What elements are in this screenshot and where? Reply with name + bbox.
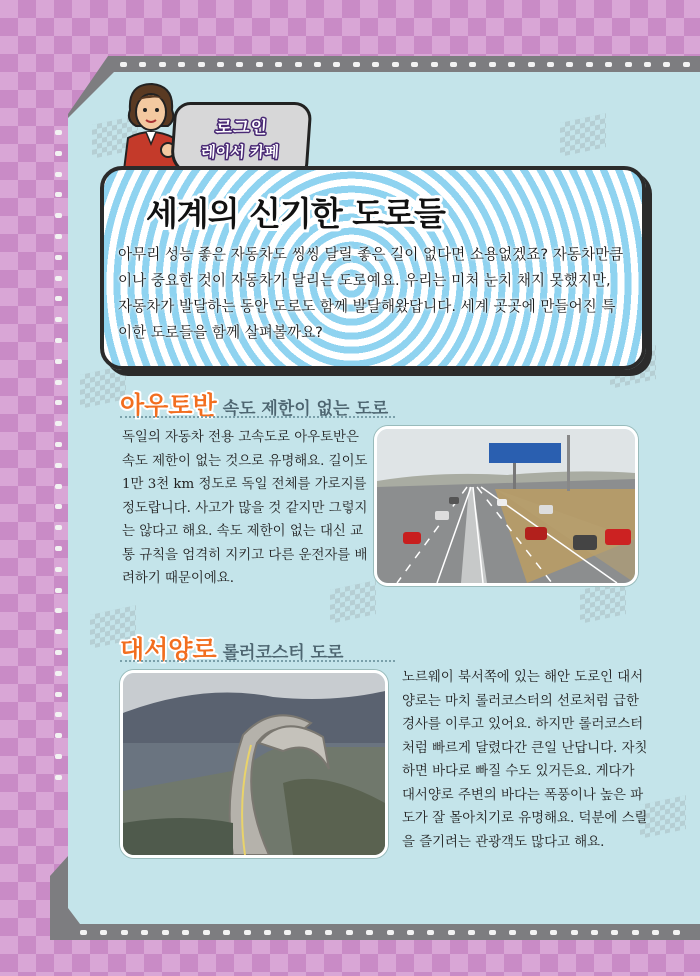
- autobahn-subtitle: 속도 제한이 없는 도로: [222, 399, 389, 419]
- atlantic-title: 대서양로: [120, 635, 217, 664]
- frame-studs-bottom: [80, 930, 680, 935]
- atlantic-divider: [120, 660, 395, 662]
- atlantic-photo: [120, 670, 388, 858]
- page-title: 세계의 신기한 도로들: [146, 194, 445, 233]
- intro-box: [100, 166, 646, 370]
- atlantic-text: 노르웨이 북서쪽에 있는 해안 도로인 대서양로는 마치 롤러코스터의 선로처럼 급한 경사를 이루고 있어요. 하지만 롤러코스터처럼 빠르게 달렸다간 큰일 난답니다. 자칫하면 바다로 빠질 수도 있거든요. 게다가 대서양로 주변의 바다는 폭풍이나 높은 파도가 잘 몰아치기로 유명해요. 덕분에 스릴을 즐기려는 관광객도 많다고 해요.: [402, 670, 648, 850]
- frame-studs-top: [120, 62, 690, 67]
- autobahn-divider: [120, 416, 395, 418]
- frame-studs-left: [55, 130, 62, 780]
- autobahn-title: 아우토반: [120, 391, 217, 420]
- badge-subtitle: 레이서 카페: [200, 143, 280, 161]
- login-cafe-badge: [169, 102, 312, 176]
- autobahn-photo: [374, 426, 638, 586]
- autobahn-text: 독일의 자동차 전용 고속도로 아우토반은 속도 제한이 없는 것으로 유명해요. 길이도 1만 3천 km 정도로 독일 전체를 가로지를 정도랍니다. 사고가 많을 것 같지만 그렇지는 않다고 해요. 속도 제한이 없는 대신 교통 규칙을 엄격히 지키고 다른 운전자를 배려하기 때문이에요.: [122, 430, 368, 586]
- intro-text: 아무리 성능 좋은 자동차도 씽씽 달릴 좋은 길이 없다면 소용없겠죠? 자동차만큼이나 중요한 것이 자동차가 달리는 도로예요. 우리는 미처 눈치 채지 못했지만, 자동차가 발달하는 동안 도로도 함께 발달해왔답니다. 세계 곳곳에 만들어진 특이한 도로들을 함께 살펴볼까요?: [118, 246, 624, 341]
- atlantic-subtitle: 롤러코스터 도로: [222, 643, 344, 663]
- badge-title: 로그인: [214, 118, 269, 138]
